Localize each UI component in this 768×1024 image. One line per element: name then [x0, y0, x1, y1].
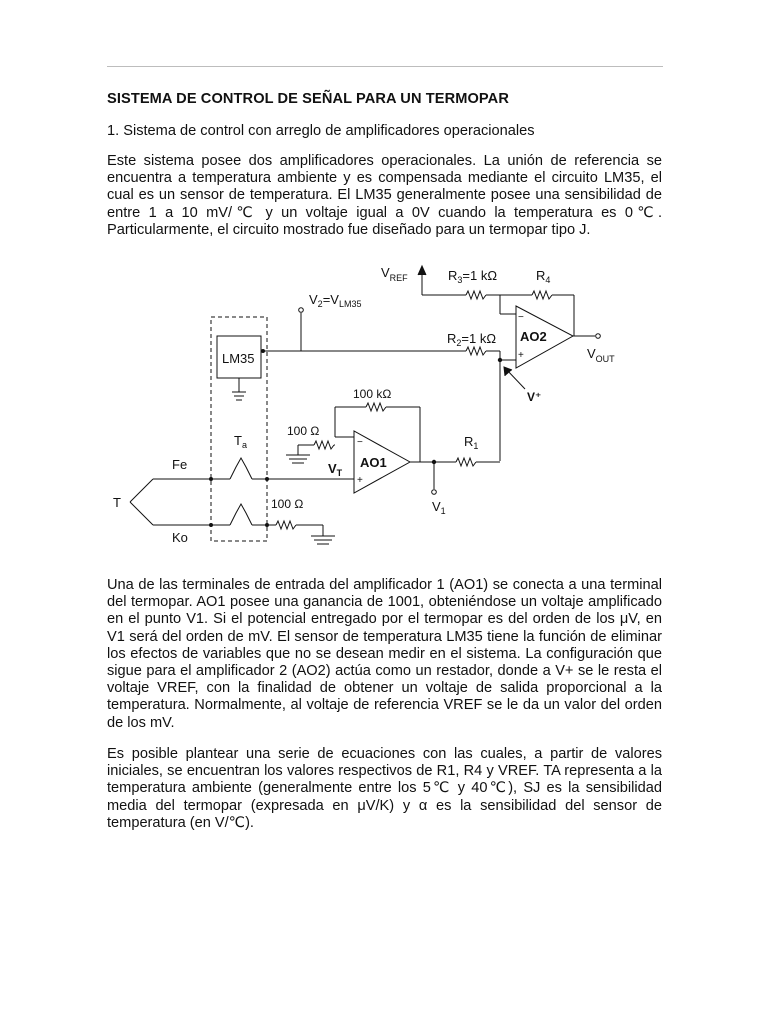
document-title: SISTEMA DE CONTROL DE SEÑAL PARA UN TERMOPAR — [107, 91, 509, 107]
ao1-label: AO1 — [360, 455, 387, 470]
vref-label: $V_{REF}$ — [381, 265, 408, 283]
circuit-diagram — [100, 255, 620, 560]
r1-resistor — [456, 458, 476, 466]
r-100-top-label: 100 Ω — [287, 424, 320, 438]
ao2-plus: + — [518, 350, 524, 361]
vplus-label: V⁺ — [527, 390, 542, 404]
r-100-bot-resistor — [276, 521, 296, 529]
paragraph-equations: Es posible plantear una serie de ecuaciones con las cuales, a partir de valores iniciales, se encuentran los valores respectivos de R1, R4 y VREF. TA representa a la temperatura ambiente (generalmente entre los 5℃ y 40℃), SJ es la sensibilidad media del termopar (expresada en μV/K) y α es la sensibilidad del sensor de temperatura (en V/℃). — [107, 746, 662, 831]
v2-label: $V_2=V_{LM35}$ — [309, 292, 362, 309]
r4-label: $R_4$ — [536, 268, 551, 285]
r-100-bot-label: 100 Ω — [271, 497, 304, 511]
junction-thermistor — [230, 504, 252, 525]
vout-label: $V_{OUT}$ — [587, 346, 615, 364]
r4-resistor — [532, 291, 552, 299]
top-rule — [107, 66, 663, 67]
r2-label: $R_2=1$ kΩ — [447, 331, 497, 348]
ao1-plus: + — [357, 475, 363, 486]
r2-resistor — [466, 347, 486, 355]
r-100k-resistor — [366, 403, 386, 411]
r3-label: $R_3=1$ kΩ — [448, 268, 498, 285]
v1-label: $V_1$ — [432, 499, 446, 516]
ao2-label: AO2 — [520, 329, 547, 344]
t-label: T — [113, 495, 121, 510]
vt-label: $V_T$ — [328, 461, 343, 478]
lm35-label: LM35 — [222, 351, 255, 366]
ao1-minus: − — [357, 437, 363, 448]
ao2-minus: − — [518, 312, 524, 323]
r3-resistor — [466, 291, 486, 299]
r-100k-label: 100 kΩ — [353, 387, 392, 401]
ta-label: $T_a$ — [234, 433, 247, 450]
paragraph-ao1: Una de las terminales de entrada del amplificador 1 (AO1) se conecta a una terminal del termopar. AO1 posee una ganancia de 1001, obteniéndose un voltaje amplificado en el punto V1. Si el potencial entregado por el termopar es del orden de los μV, en V1 será del orden de mV. El sensor de temperatura LM35 tiene la función de eliminar los efectos de variables que no se desean medir en el sistema. La configuración que sigue para el amplificador 2 (AO2) actúa como un restador, donde a V+ se le resta el voltaje VREF, con la finalidad de obtener un voltaje de salida proporcional a la temperatura. Normalmente, al voltaje de referencia VREF se le da un valor del orden de los mV. — [107, 577, 662, 731]
section-heading: 1. Sistema de control con arreglo de amplificadores operacionales — [107, 123, 535, 139]
ta-thermistor — [230, 458, 252, 479]
ko-label: Ko — [172, 530, 188, 545]
r-100-top-resistor — [314, 441, 334, 449]
fe-label: Fe — [172, 457, 188, 472]
paragraph-intro: Este sistema posee dos amplificadores operacionales. La unión de referencia se encuentra a temperatura ambiente y es compensada mediante el circuito LM35, el cual es un sensor de temperatura. El LM35 generalmente posee una sensibilidad de entre 1 a 10 mV/℃ y un voltaje igual a 0V cuando la temperatura es 0℃. Particularmente, el circuito mostrado fue diseñado para un termopar tipo J. — [107, 153, 662, 238]
r1-label: $R_1$ — [464, 434, 479, 451]
